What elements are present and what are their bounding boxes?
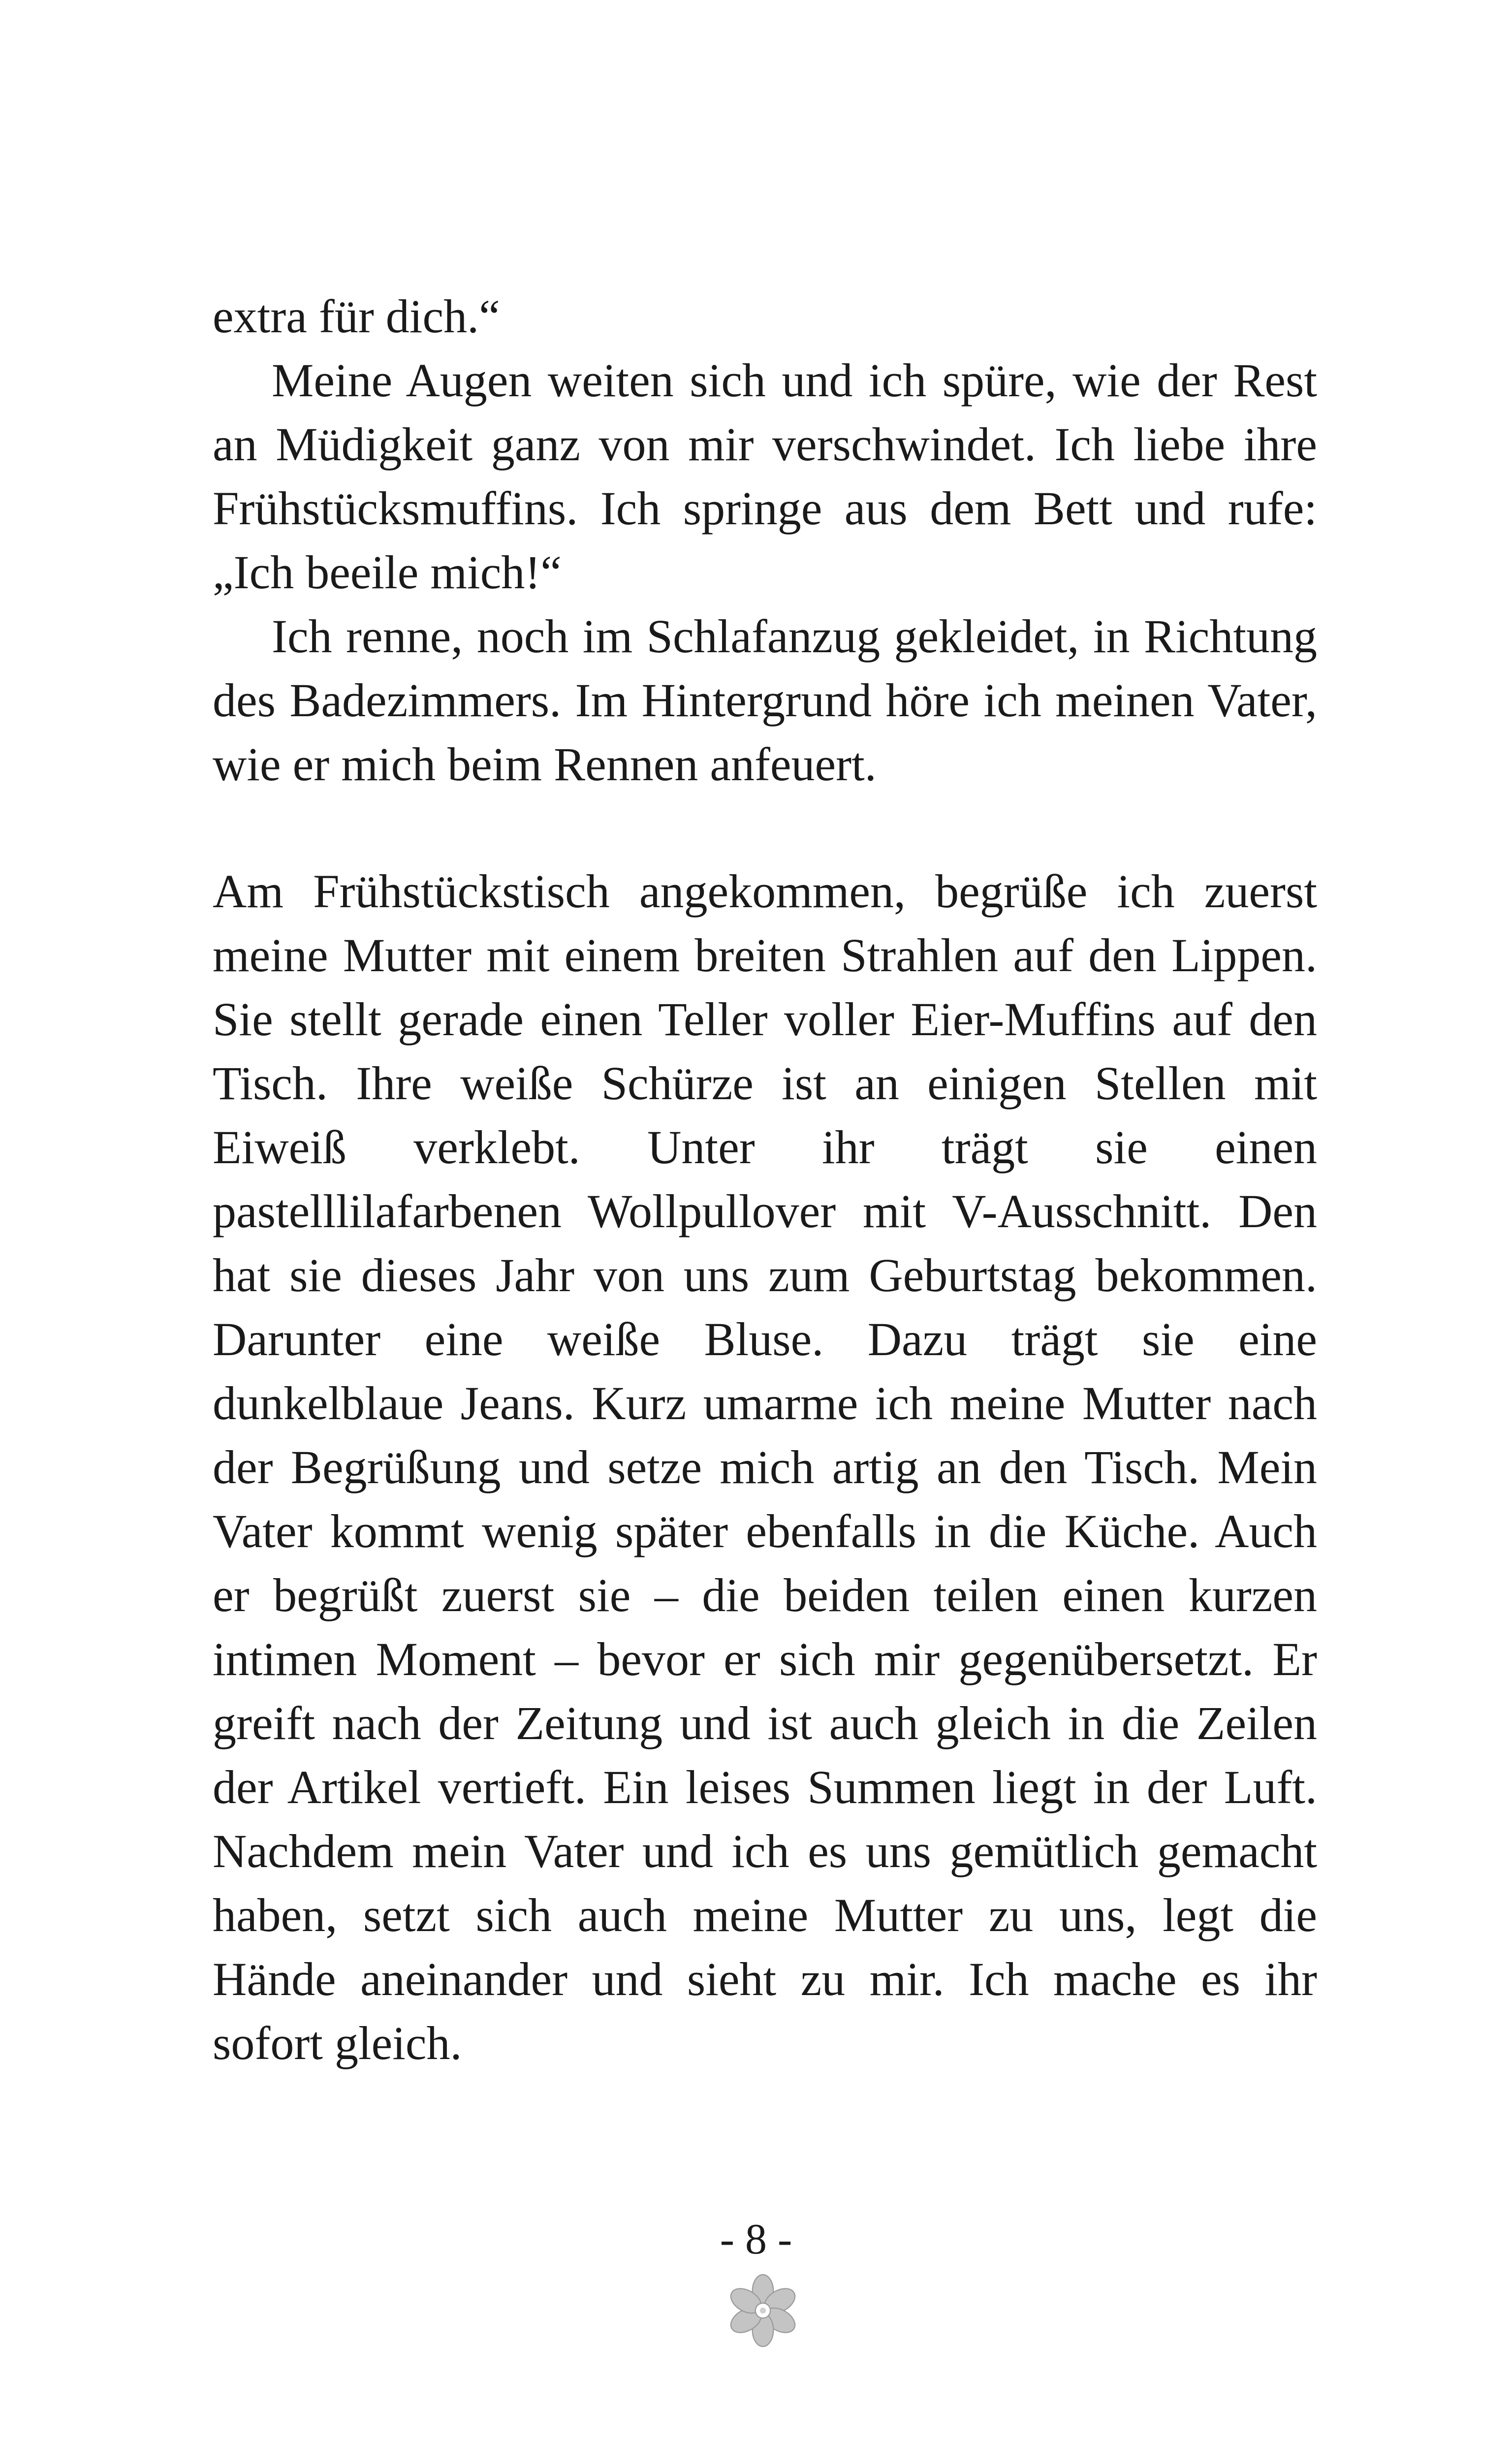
- text-section-1: [213, 285, 1317, 796]
- paragraph-continuation: extra für dich.“: [213, 290, 500, 343]
- text-section-2: [213, 859, 1317, 2075]
- flower-icon: [725, 2273, 800, 2348]
- paragraph: Am Frühstückstisch angekommen, begrüße ich zuerst meine Mutter mit einem breiten Strahlen auf den Lippen. Sie stellt gerade einen Teller voller Eier-Muffins auf den Tisch. Ihre weiße Schürze ist an einigen Stellen mit Eiweiß verklebt. Unter ihr trägt sie einen pastelllilafarbenen Wollpullover mit V-Ausschnitt. Den hat sie dieses Jahr von uns zum Geburtstag bekommen. Darunter eine weiße Bluse. Dazu trägt sie eine dunkelblaue Jeans. Kurz umarme ich meine Mutter nach der Begrüßung und setze mich artig an den Tisch. Mein Vater kommt wenig später ebenfalls in die Küche. Auch er begrüßt zuerst sie – die beiden teilen einen kurzen intimen Moment – bevor er sich mir gegenübersetzt. Er greift nach der Zeitung und ist auch gleich in die Zeilen der Artikel vertieft. Ein leises Summen liegt in der Luft. Nachdem mein Vater und ich es uns gemütlich gemacht haben, setzt sich auch meine Mutter zu uns, legt die Hände aneinander und sieht zu mir. Ich mache es ihr sofort gleich.: [213, 865, 1317, 2069]
- page-number: - 8 -: [720, 2216, 792, 2263]
- paragraph: Ich renne, noch im Schlafanzug gekleidet, in Richtung des Badezimmers. Im Hintergrund höre ich meinen Vater, wie er mich beim Rennen anfeuert.: [213, 610, 1317, 791]
- paragraph: Meine Augen weiten sich und ich spüre, wie der Rest an Müdigkeit ganz von mir verschwindet. Ich liebe ihre Frühstücksmuffins. Ich springe aus dem Bett und rufe: „Ich beeile mich!“: [213, 354, 1317, 599]
